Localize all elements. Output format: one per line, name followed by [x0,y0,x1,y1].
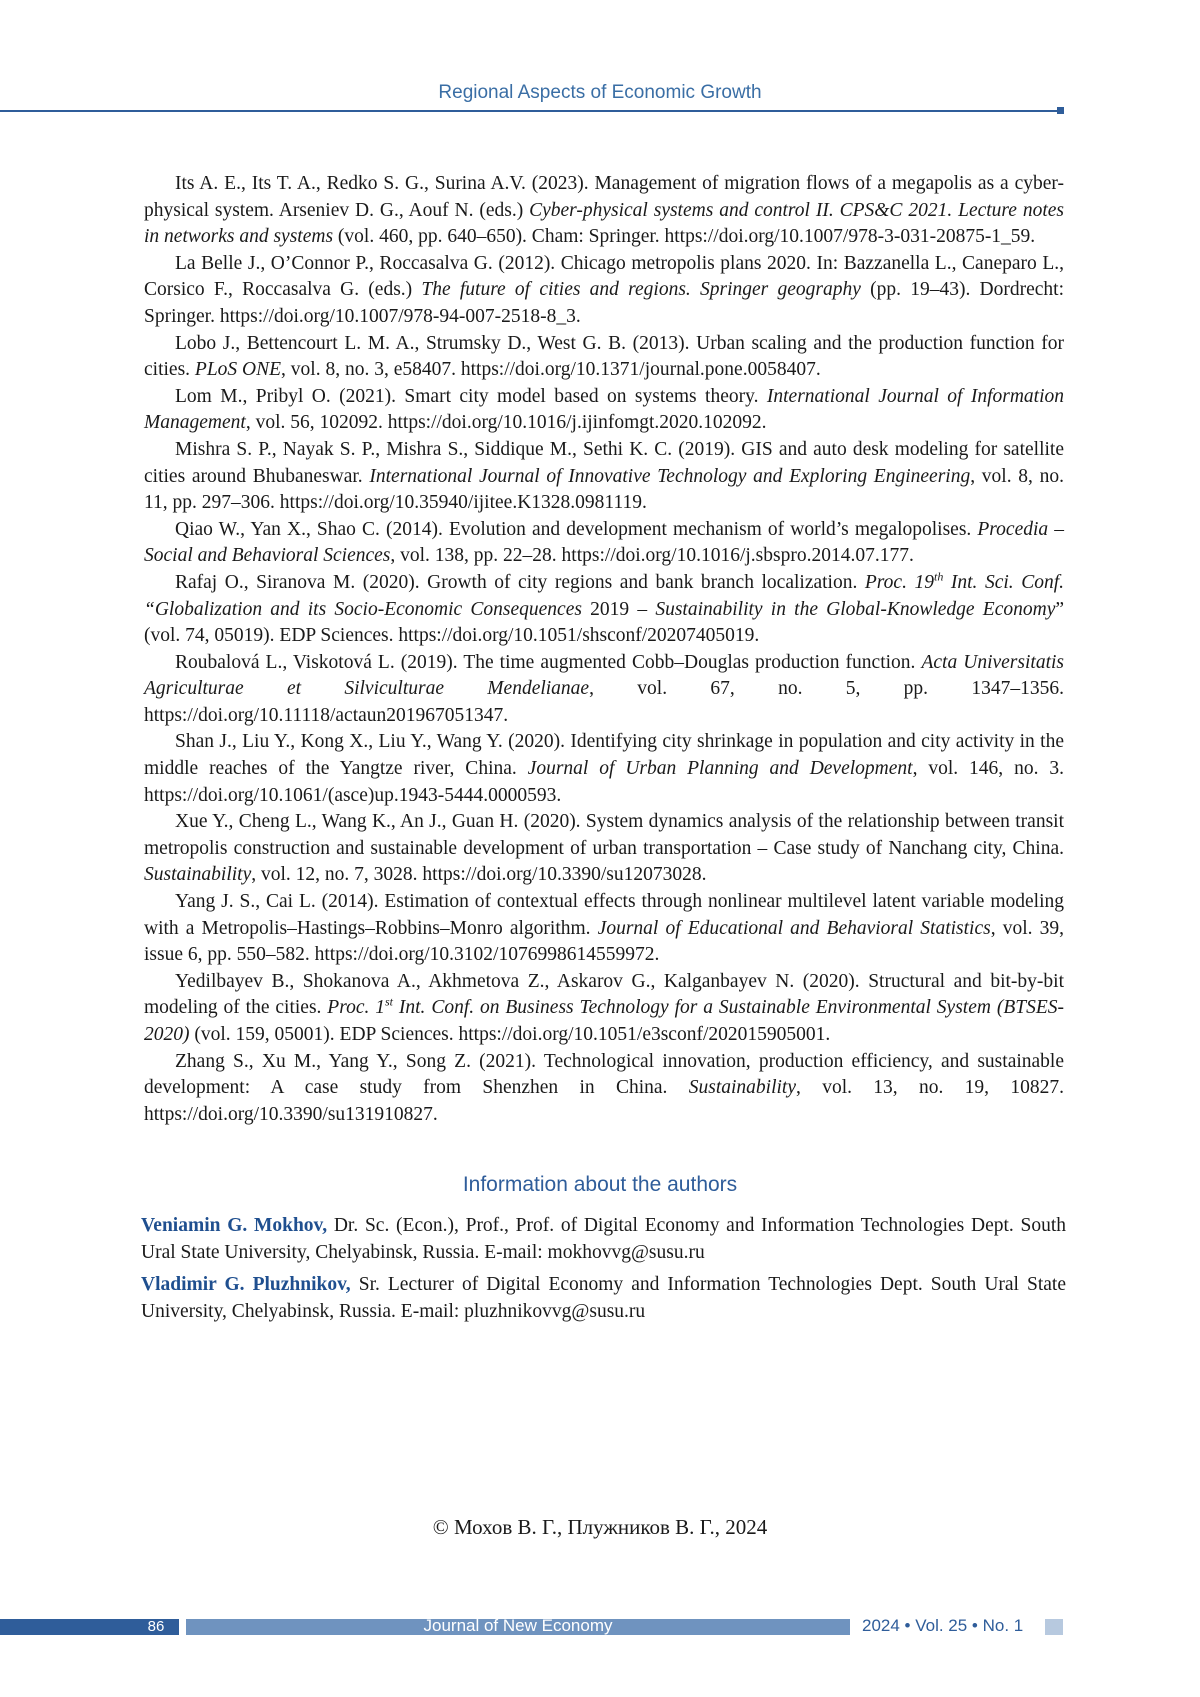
reference-italic-text: PLoS ONE [194,359,282,381]
page-number: 86 [147,1618,165,1635]
author-name: Vladimir G. Pluzhnikov, [141,1274,351,1296]
header-rule [0,110,1058,112]
authors-info [141,1213,1066,1331]
reference-entry [144,889,1064,969]
reference-italic-text: Journal of Urban Planning and Development [527,758,913,780]
reference-entry [144,570,1064,650]
copyright-line: © Мохов В. Г., Плужников В. Г., 2024 [432,1515,768,1539]
reference-entry [144,517,1064,570]
author-details: Sr. Lecturer of Digital Economy and Information Technologies Dept. South Ural State University, Chelyabinsk, Russia. E-mail: pluzhnikovvg@susu.ru [141,1274,1066,1322]
reference-text: , vol. 8, no. 11, pp. 297–306. https://doi.org/10.35940/ijitee.K1328.0981119. [144,465,1064,514]
reference-entry [144,729,1064,809]
journal-name: Journal of New Economy [423,1616,613,1635]
reference-text: Roubalová L., Viskotová L. (2019). The time augmented Cobb–Douglas production function. [175,651,922,673]
reference-text: , vol. 56, 102092. https://doi.org/10.1016/j.ijinfomgt.2020.102092. [245,412,767,434]
author-entry [141,1213,1066,1266]
reference-text: Yedilbayev B., Shokanova A., Akhmetova Z., Askarov G., Kalganbayev N. (2020). Structural and bit-by-bit modeling of the cities. [144,970,1064,1019]
reference-italic-text: Acta Universitatis Agriculturae et Silviculturae Mendelianae [144,651,1064,700]
reference-entry [144,969,1064,1049]
reference-italic-text: Procedia – Social and Behavioral Sciences [144,518,1064,567]
authors-section-title: Information about the authors [462,1173,738,1196]
reference-text: Its A. E., Its T. A., Redko S. G., Surina A.V. (2023). Management of migration flows of a megapolis as a cyber-physical system. Arseniev D. G., Aouf N. (eds.) [144,173,1064,221]
reference-text: Xue Y., Cheng L., Wang K., An J., Guan H. (2020). System dynamics analysis of the relationship between transit metropolis construction and sustainable development of urban transportation – Case study of Nanchang city, China. [144,811,1064,859]
reference-text: La Belle J., O’Connor P., Roccasalva G. (2012). Chicago metropolis plans 2020. In: Bazzanella L., Caneparo L., Corsico F., Roccasalva G. (eds.) [144,252,1064,301]
author-name: Veniamin G. Mokhov, [141,1215,328,1236]
reference-entry [144,437,1064,517]
reference-entry [144,809,1064,889]
reference-text: ” (vol. 74, 05019). EDP Sciences. https://doi.org/10.1051/shsconf/20207405019. [144,598,1065,647]
reference-italic-text: Sustainability [144,864,252,886]
reference-italic-text: Int. Conf. on Business Technology for a Sustainable Environmental System (BTSES-2020) [144,997,1064,1045]
reference-text: 2019 – [581,598,656,620]
reference-entry [144,650,1064,730]
reference-text: , vol. 8, no. 3, e58407. https://doi.org/10.1371/journal.pone.0058407. [281,359,821,381]
reference-text: Zhang S., Xu M., Yang Y., Song Z. (2021). Technological innovation, production efficiency, and sustainable development: A case study from Shenzhen in China. [144,1050,1064,1099]
reference-italic-text: Proc. 1 [327,997,385,1019]
running-title: Regional Aspects of Economic Growth [438,82,762,103]
reference-italic-text: Journal of Educational and Behavioral Statistics [597,917,991,939]
reference-text: (vol. 460, pp. 640–650). Cham: Springer. https://doi.org/10.1007/978-3-031-20875-1_59. [333,226,1036,248]
reference-italic-text: Cyber-physical systems and control II. CPS&C 2021. Lecture notes in networks and systems [144,199,1064,248]
reference-italic-text: Int. Sci. Conf. “Globalization and its Socio-Economic Consequences [144,571,1064,620]
author-details: Dr. Sc. (Econ.), Prof., Prof. of Digital Economy and Information Technologies Dept. South Ural State University, Chelyabinsk, Russia. E-mail: mokhovvg@susu.ru [141,1215,1067,1263]
reference-entry [144,1049,1064,1129]
reference-entry [144,384,1064,437]
reference-entry [144,251,1064,331]
reference-text: (pp. 19–43). Dordrecht: Springer. https://doi.org/10.1007/978-94-007-2518-8_3. [144,279,1064,327]
reference-italic-text: st [385,994,394,1009]
reference-text: , vol. 12, no. 7, 3028. https://doi.org/10.3390/su12073028. [251,864,707,886]
reference-text: Shan J., Liu Y., Kong X., Liu Y., Wang Y. (2020). Identifying city shrinkage in population and city activity in the middle reaches of the Yangtze river, China. [144,731,1064,780]
page-footer [0,1616,1200,1638]
reference-text: (vol. 159, 05001). EDP Sciences. https://doi.org/10.1051/e3sconf/202015905001. [189,1024,831,1045]
header-rule-end-square [1057,107,1064,114]
reference-text: , vol. 138, pp. 22–28. https://doi.org/10.1016/j.sbspro.2014.07.177. [390,545,914,567]
reference-italic-text: International Journal of Information Management [144,385,1065,434]
reference-list [144,171,1064,1128]
reference-italic-text: Sustainability in the Global-Knowledge Economy [655,598,1056,620]
reference-text: Rafaj O., Siranova M. (2020). Growth of city regions and bank branch localization. [175,571,865,593]
reference-text: Qiao W., Yan X., Shao C. (2014). Evolution and development mechanism of world’s megalopolises. [175,518,978,540]
reference-text: Lom M., Pribyl O. (2021). Smart city model based on systems theory. [175,385,767,407]
reference-italic-text: International Journal of Innovative Technology and Exploring Engineering [369,465,971,487]
reference-italic-text: Proc. 19 [864,571,934,593]
issue-info: 2024 • Vol. 25 • No. 1 [862,1616,1024,1635]
reference-text: , vol. 13, no. 19, 10827. https://doi.org/10.3390/su131910827. [144,1077,1064,1125]
reference-text: , vol. 67, no. 5, pp. 1347–1356. https://doi.org/10.11118/actaun201967051347. [144,678,1064,726]
reference-text: Mishra S. P., Nayak S. P., Mishra S., Siddique M., Sethi K. C. (2019). GIS and auto desk modeling for satellite cities around Bhubaneswar. [144,438,1064,487]
reference-italic-text: th [934,569,944,584]
reference-entry [144,331,1064,384]
author-entry [141,1272,1066,1325]
reference-text: Lobo J., Bettencourt L. M. A., Strumsky D., West G. B. (2013). Urban scaling and the production function for cities. [144,332,1064,381]
reference-text: Yang J. S., Cai L. (2014). Estimation of contextual effects through nonlinear multilevel latent variable modeling with a Metropolis–Hastings–Robbins–Monro algorithm. [144,891,1064,939]
reference-italic-text: The future of cities and regions. Springer geography [421,279,861,301]
reference-text: , vol. 39, issue 6, pp. 550–582. https://doi.org/10.3102/1076998614559972. [144,917,1065,966]
reference-entry [144,171,1064,251]
reference-text: , vol. 146, no. 3. https://doi.org/10.1061/(asce)up.1943-5444.0000593. [144,758,1064,806]
reference-italic-text: Sustainability [688,1077,796,1099]
footer-square [1045,1619,1063,1635]
